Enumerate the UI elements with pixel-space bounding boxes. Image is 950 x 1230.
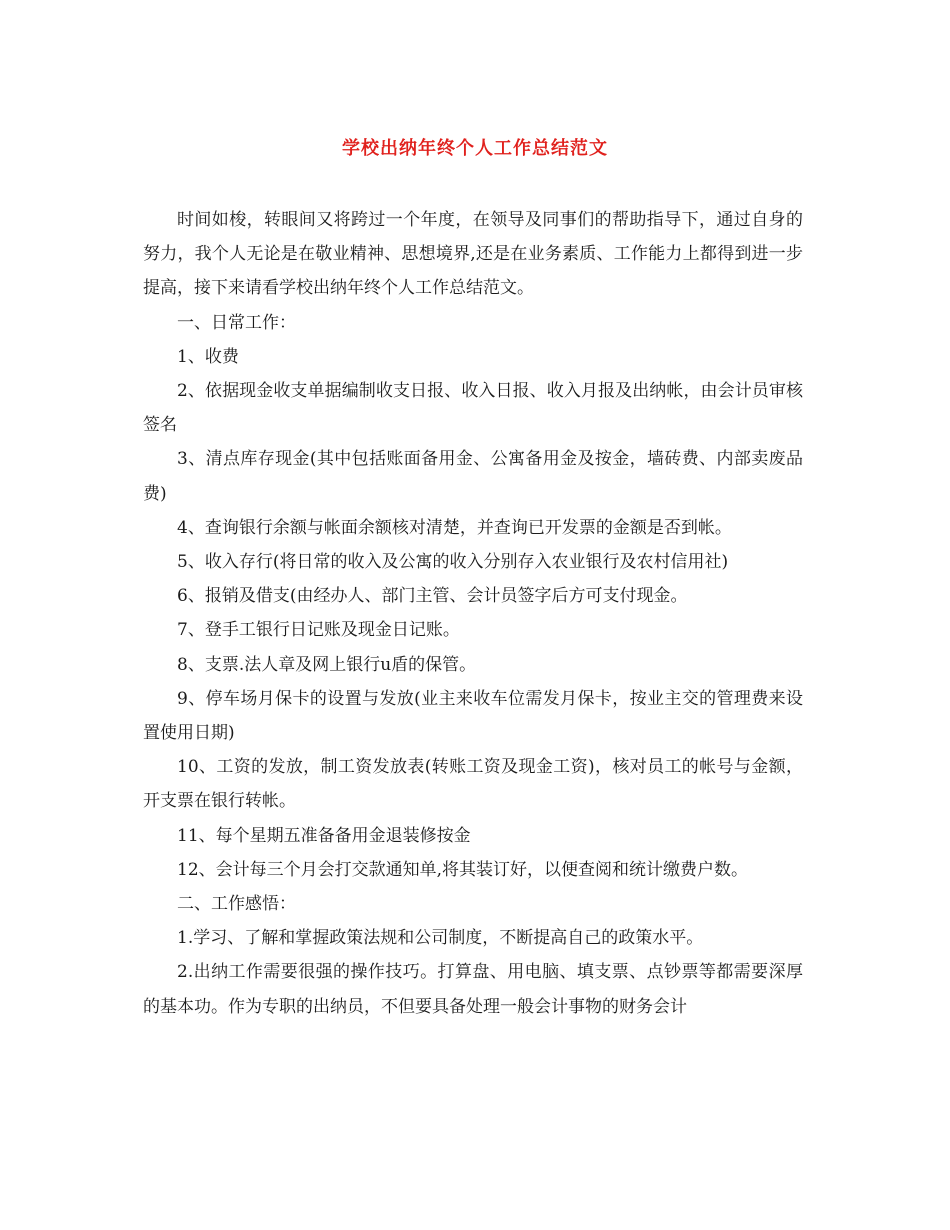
list-item: 1、收费 (177, 346, 239, 367)
intro-paragraph: 时间如梭，转眼间又将跨过一个年度，在领导及同事们的帮助指导下，通过自身的努力，我个人无论是在敬业精神、思想境界,还是在业务素质、工作能力上都得到进一步提高，接下来请看学校出纳年终个人工作总结范文。 (143, 210, 803, 299)
document-body (143, 203, 803, 1024)
list-item: 12、会计每三个月会打交款通知单,将其装订好，以便查阅和统计缴费户数。 (177, 859, 749, 880)
list-item: 2、依据现金收支单据编制收支日报、收入日报、收入月报及出纳帐，由会计员审核签名 (143, 381, 803, 436)
list-item: 2.出纳工作需要很强的操作技巧。打算盘、用电脑、填支票、点钞票等都需要深厚的基本功。作为专职的出纳员，不但要具备处理一般会计事物的财务会计 (143, 962, 803, 1017)
section-heading-insights: 二、工作感悟： (177, 894, 296, 915)
list-item: 5、收入存行(将日常的收入及公寓的收入分别存入农业银行及农村信用社) (177, 552, 729, 573)
document-title: 学校出纳年终个人工作总结范文 (342, 138, 608, 159)
list-item: 1.学习、了解和掌握政策法规和公司制度，不断提高自己的政策水平。 (177, 928, 704, 949)
list-item: 8、支票.法人章及网上银行u盾的保管。 (177, 654, 477, 675)
list-item: 6、报销及借支(由经办人、部门主管、会计员签字后方可支付现金。 (177, 586, 688, 607)
list-item: 3、清点库存现金(其中包括账面备用金、公寓备用金及按金，墙砖费、内部卖废品费) (143, 449, 803, 504)
list-item: 7、登手工银行日记账及现金日记账。 (177, 620, 460, 641)
list-item: 10、工资的发放，制工资发放表(转账工资及现金工资)，核对员工的帐号与金额，开支票在银行转帐。 (143, 757, 803, 812)
list-item: 9、停车场月保卡的设置与发放(业主来收车位需发月保卡，按业主交的管理费来设置使用日期) (143, 688, 803, 744)
list-item: 11、每个星期五准备备用金退装修按金 (177, 825, 471, 846)
list-item: 4、查询银行余额与帐面余额核对清楚，并查询已开发票的金额是否到帐。 (177, 517, 732, 538)
section-heading-daily-work: 一、日常工作： (177, 312, 296, 333)
